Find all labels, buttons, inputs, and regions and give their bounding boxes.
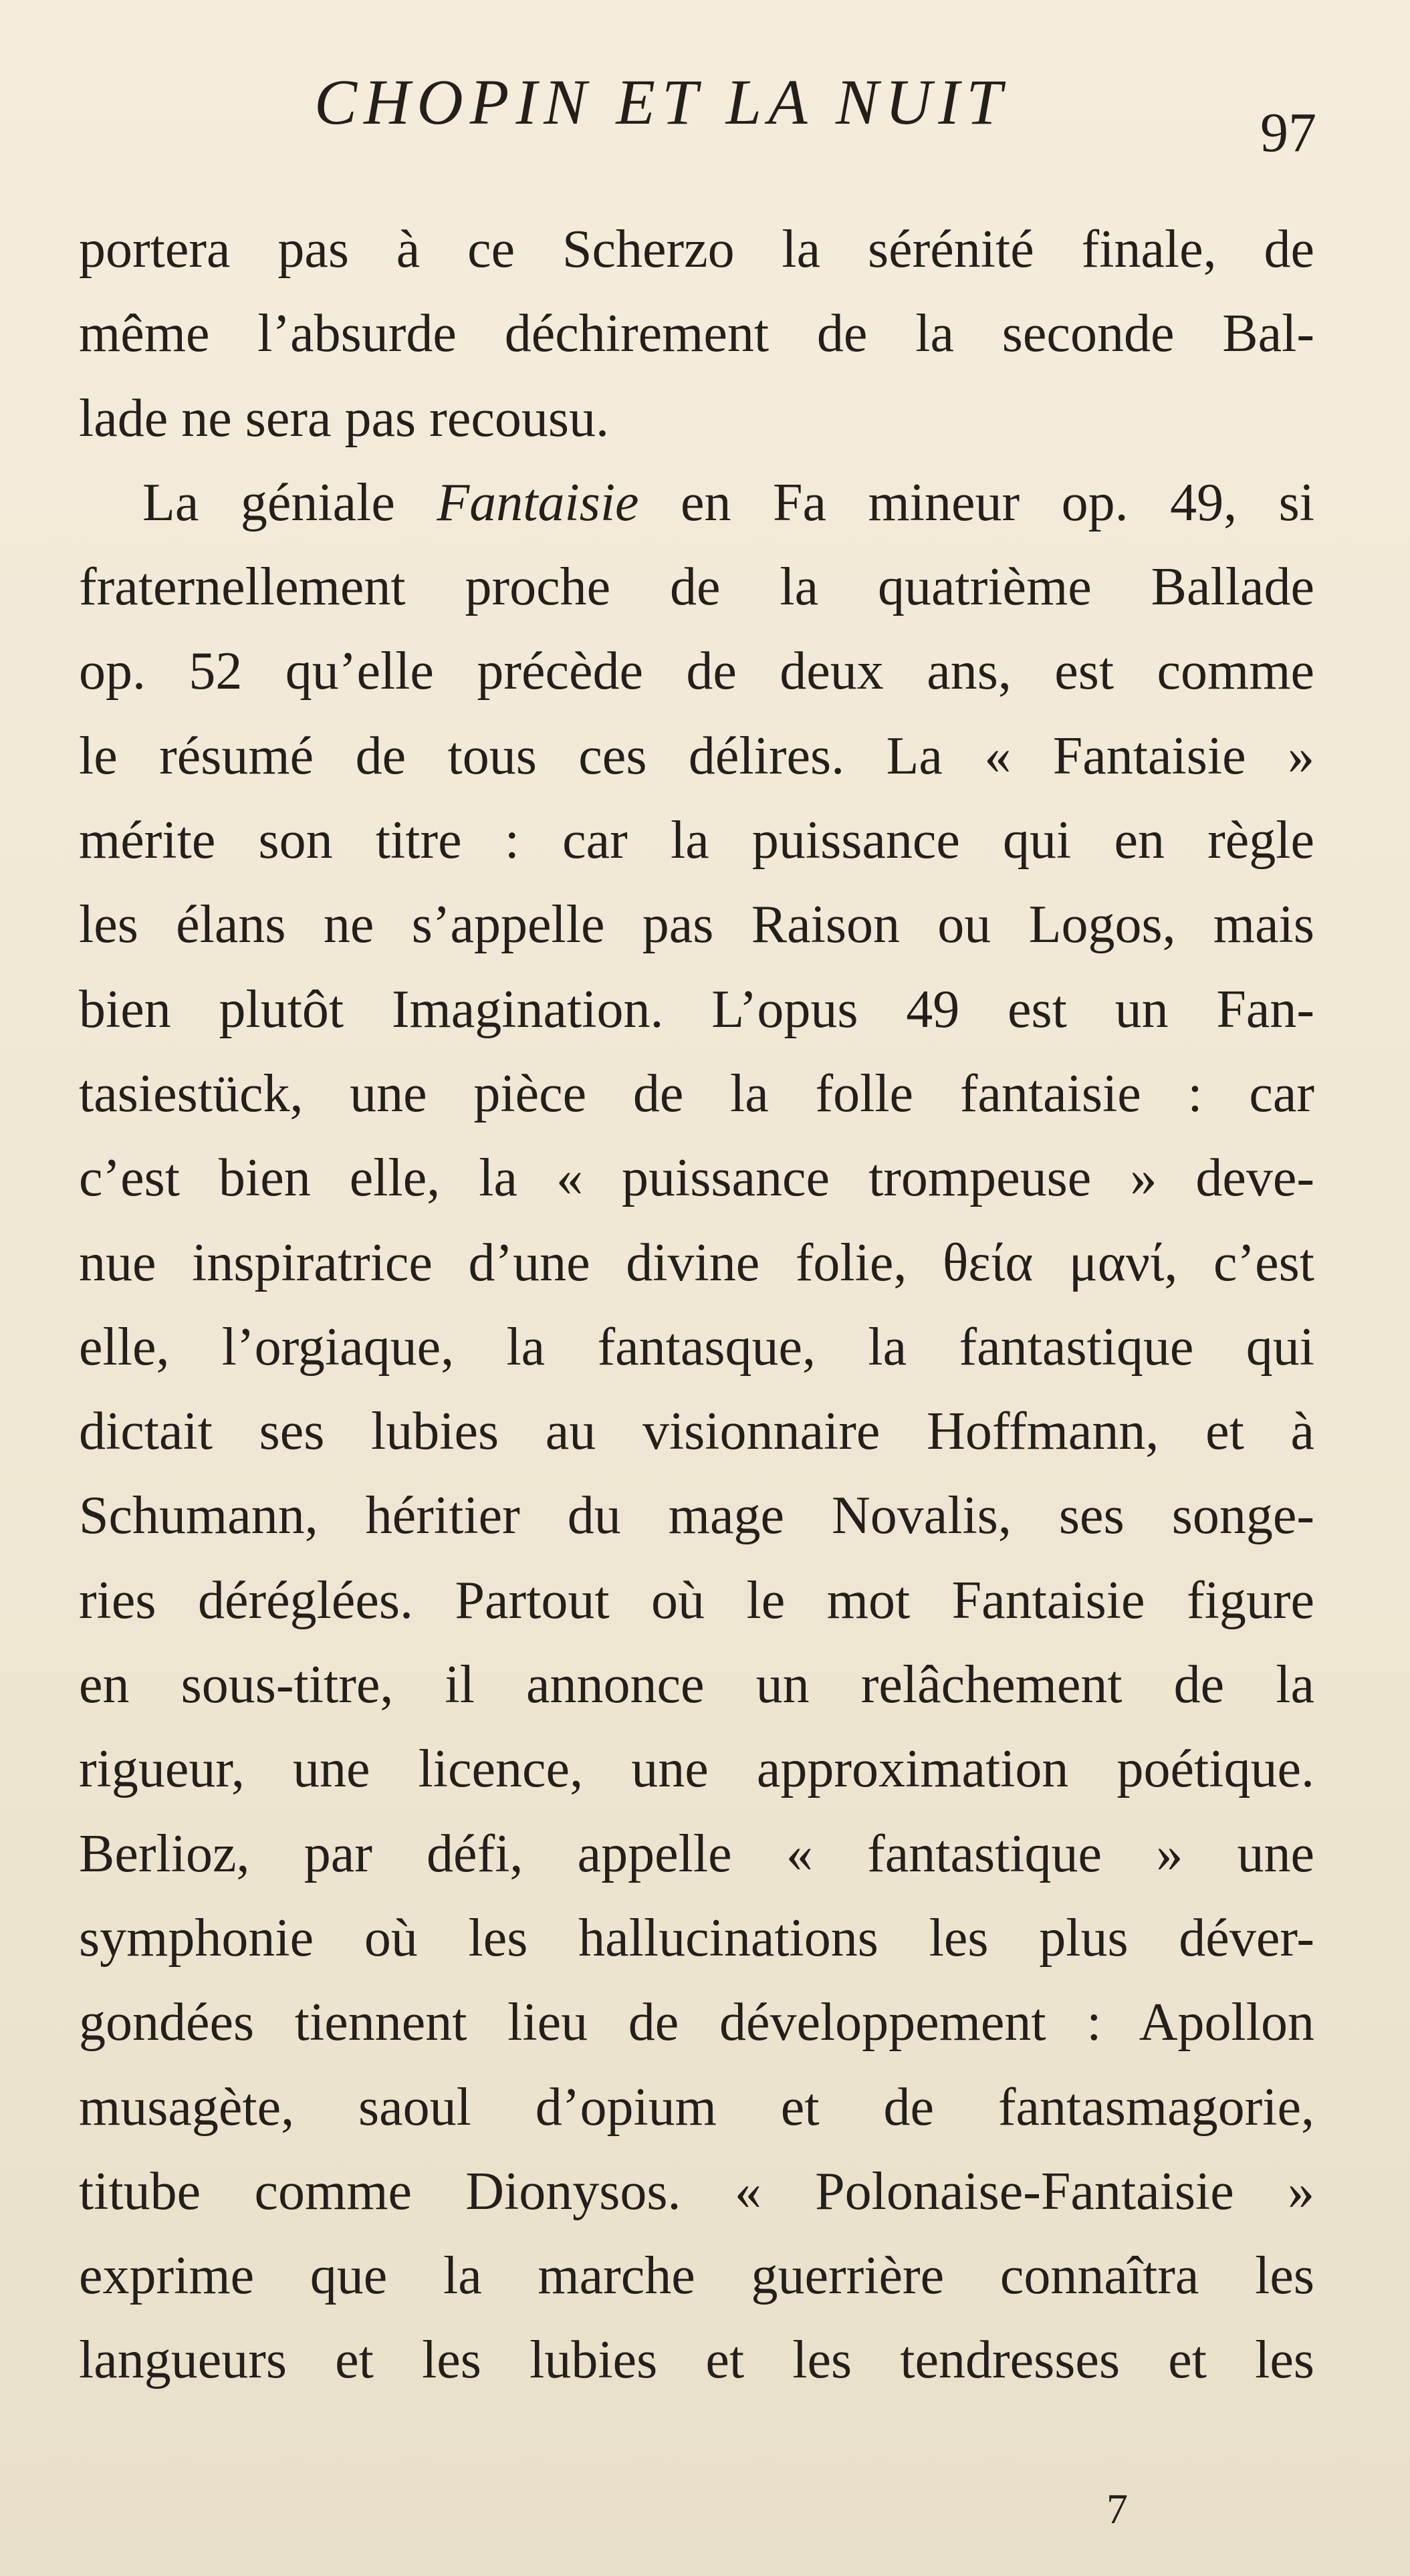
page-number: 97 (1260, 102, 1316, 164)
text-line: gondées tiennent lieu de développement : Apollon (79, 1993, 1314, 2053)
text-line: même l’absurde déchirement de la seconde Bal- (79, 304, 1314, 364)
text-line: op. 52 qu’elle précède de deux ans, est comme (79, 642, 1314, 701)
text-line: Berlioz, par défi, appelle « fantastique » une (79, 1824, 1314, 1883)
text-line: langueurs et les lubies et les tendresses et les (79, 2331, 1314, 2390)
text-line: ries déréglées. Partout où le mot Fantaisie figure (79, 1570, 1314, 1630)
text-line (79, 461, 1314, 545)
text-line: elle, l’orgiaque, la fantasque, la fantastique qui (79, 1317, 1314, 1377)
text-line: titube comme Dionysos. « Polonaise-Fantaisie » (79, 2161, 1314, 2221)
text-line: portera pas à ce Scherzo la sérénité finale, de (79, 220, 1314, 279)
text-line: nue inspiratrice d’une divine folie, θεία μανί, c’est (79, 1233, 1314, 1292)
text-line: lade ne sera pas recousu. (79, 388, 609, 448)
italic-title: Fantaisie (437, 473, 639, 532)
signature-mark: 7 (1106, 2485, 1128, 2533)
text-line: bien plutôt Imagination. L’opus 49 est un Fan- (79, 979, 1314, 1039)
text-line: symphonie où les hallucinations les plus déver- (79, 1908, 1314, 1968)
text-line: musagète, saoul d’opium et de fantasmagorie, (79, 2077, 1314, 2137)
text-line: le résumé de tous ces délires. La « Fantaisie » (79, 726, 1314, 786)
text-line: exprime que la marche guerrière connaîtra les (79, 2246, 1314, 2306)
text-line: rigueur, une licence, une approximation poétique. (79, 1740, 1314, 1799)
text-line: en sous-titre, il annonce un relâchement de la (79, 1655, 1314, 1715)
text-run: La géniale (142, 473, 437, 532)
running-head (0, 66, 1410, 164)
text-line: dictait ses lubies au visionnaire Hoffmann, et à (79, 1402, 1314, 1461)
body-text (79, 207, 1314, 2403)
text-line: mérite son titre : car la puissance qui en règle (79, 811, 1314, 870)
text-line: c’est bien elle, la « puissance trompeuse » deve- (79, 1149, 1314, 1208)
text-line: fraternellement proche de la quatrième Ballade (79, 558, 1314, 617)
text-line: Schumann, héritier du mage Novalis, ses songe- (79, 1486, 1314, 1546)
chapter-title: CHOPIN ET LA NUIT (314, 66, 1009, 138)
text-line: les élans ne s’appelle pas Raison ou Logos, mais (79, 895, 1314, 955)
text-line: tasiestück, une pièce de la folle fantaisie : car (79, 1064, 1314, 1123)
text-run: en Fa mineur op. 49, si (638, 473, 1315, 532)
